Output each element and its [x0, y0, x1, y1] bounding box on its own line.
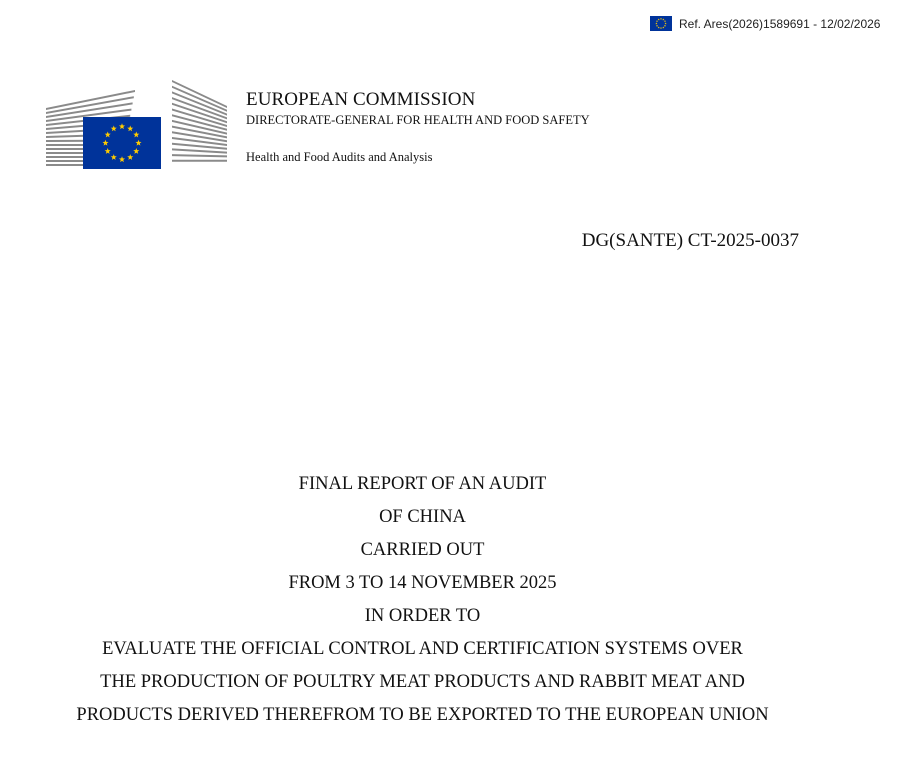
title-line: EVALUATE THE OFFICIAL CONTROL AND CERTIFICATION SYSTEMS OVER [102, 639, 743, 659]
title-line: FROM 3 TO 14 NOVEMBER 2025 [288, 573, 557, 593]
ares-reference [650, 16, 883, 31]
directorate-name: DIRECTORATE-GENERAL FOR HEALTH AND FOOD SAFETY [246, 113, 590, 127]
organisation-name: EUROPEAN COMMISSION [246, 89, 476, 110]
title-line: PRODUCTS DERIVED THEREFROM TO BE EXPORTED TO THE EUROPEAN UNION [76, 705, 769, 725]
eu-flag-icon [650, 16, 672, 31]
title-line: OF CHINA [379, 507, 466, 527]
report-title [0, 468, 845, 732]
title-line: THE PRODUCTION OF POULTRY MEAT PRODUCTS AND RABBIT MEAT AND [100, 672, 745, 692]
european-commission-logo-icon [44, 78, 229, 178]
ares-reference-text: Ref. Ares(2026)1589691 - 12/02/2026 [679, 16, 881, 31]
unit-name: Health and Food Audits and Analysis [246, 150, 433, 164]
document-reference-number: DG(SANTE) CT-2025-0037 [581, 230, 799, 251]
title-line: FINAL REPORT OF AN AUDIT [298, 474, 547, 494]
title-line: CARRIED OUT [360, 540, 485, 560]
title-line: IN ORDER TO [364, 606, 481, 626]
header-text [246, 89, 590, 165]
